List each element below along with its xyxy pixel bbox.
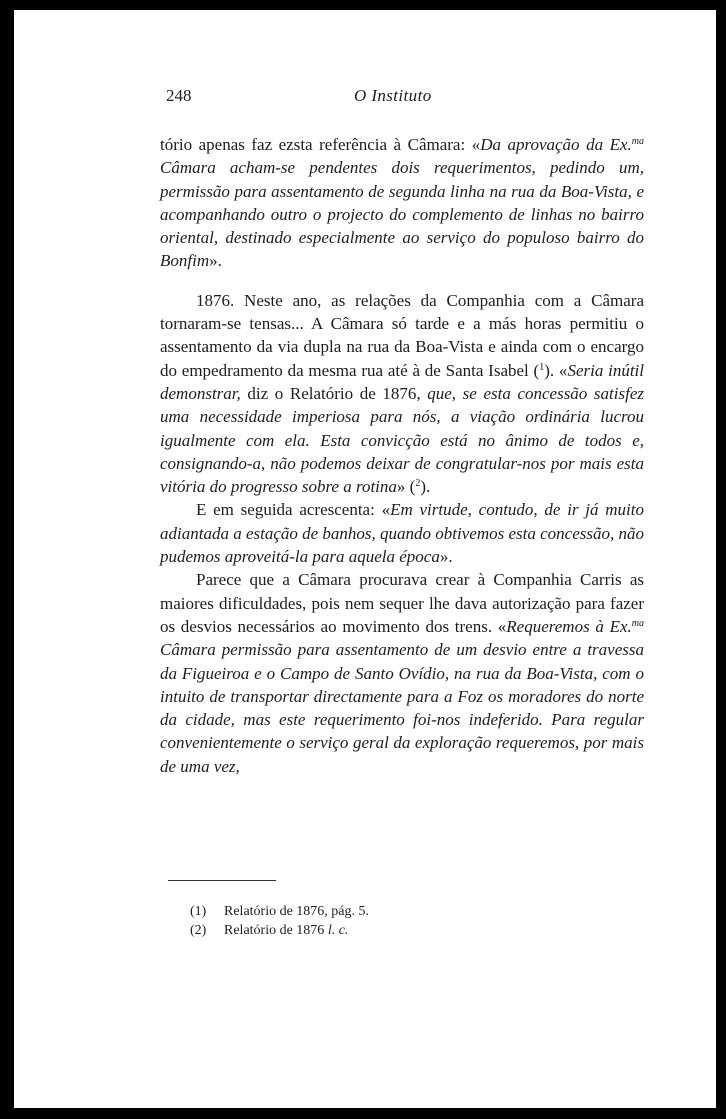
p2-text-e: que, se esta concessão satisfez uma necessidade imperiosa para nós, a viação ordinária lucrou igualmente com ela. Esta convicção está no ânimo de todos e, consignando-a, não podemos deixar de congratular-nos por mais esta vitória do progresso sobre a rotina xyxy=(160,383,644,497)
p4-superscript: ma xyxy=(631,617,644,629)
footnote-divider xyxy=(168,880,276,881)
p1-text-a: tório apenas faz ezsta referência à Câmara: « xyxy=(160,135,481,154)
p4-text-a: Parece que a Câmara procurava crear à Companhia Carris as maiores dificuldades, pois nem sequer lhe dava autorização para fazer os desvios necessários ao movimento dos trens. « xyxy=(160,570,644,636)
p2-text-b: ). « xyxy=(544,360,568,380)
p1-text-b: Da aprovação da Ex. xyxy=(480,135,632,154)
page-header xyxy=(14,86,716,110)
p3-text-b: Em virtude, contudo, de ir já muito adiantada a estação de banhos, quando obtivemos esta concessão, não pudemos aproveitá-la para aquela época xyxy=(160,500,644,567)
footnote-2-text: Relatório de 1876 xyxy=(224,923,328,938)
p1-text-d: ». xyxy=(209,251,222,271)
book-page xyxy=(14,10,716,1108)
p1-superscript: ma xyxy=(631,136,644,147)
p2-text-c: Seria inútil demonstrar, xyxy=(160,360,645,403)
page-number: 248 xyxy=(166,86,192,105)
running-title: O Instituto xyxy=(354,86,432,105)
p3-text-c: ». xyxy=(439,547,453,567)
p2-text-f: » ( xyxy=(396,477,416,497)
footnote-1-mark: (1) xyxy=(190,904,207,919)
footnotes xyxy=(190,902,369,940)
footnote-1-text: Relatório de 1876, pág. 5. xyxy=(224,904,370,919)
p2-text-g: ). xyxy=(420,477,431,497)
p4-text-c: Câmara permissão para assentamento de um desvio entre a travessa da Figueiroa e o Campo de Santo Ovídio, na rua da Boa-Vista, com o intuito de transportar directamente para a Foz os moradores do norte da cidade, mas este requerimento foi-nos indeferido. Para regular convenientemente o serviço geral da exploração requeremos, por mais de uma vez, xyxy=(160,640,644,776)
footnote-2 xyxy=(190,921,369,940)
paragraph-1 xyxy=(160,133,644,273)
footnote-2-mark: (2) xyxy=(190,923,207,938)
p2-text-a: 1876. Neste ano, as relações da Companhia com a Câmara tornaram-se tensas... A Câmara só tarde e a más horas permitiu o assentamento da via dupla na rua da Boa-Vista e ainda com o encargo do empedramento da mesma rua até à de Santa Isabel ( xyxy=(160,290,644,380)
body-text xyxy=(160,133,644,778)
footnote-2-italic: l. c. xyxy=(327,923,349,938)
p1-text-c: Câmara acham-se pendentes dois requerimentos, pedindo um, permissão para assentamento de segunda linha na rua da Boa-Vista, e acompanhando outro o projecto do complemento de linhas no bairro oriental, destinado especialmente ao serviço do populoso bairro do Bonfim xyxy=(160,158,644,271)
footnote-ref-1: 1 xyxy=(539,361,545,373)
paragraph-3 xyxy=(160,498,644,568)
paragraph-4 xyxy=(160,568,644,778)
footnote-ref-2: 2 xyxy=(415,478,421,490)
p3-text-a: E em seguida acrescenta: « xyxy=(196,500,391,520)
footnote-1 xyxy=(190,902,369,921)
p2-text-d: diz o Relatório de 1876, xyxy=(240,383,428,403)
paragraph-2 xyxy=(160,289,644,499)
p4-text-b: Requeremos à Ex. xyxy=(506,616,632,636)
